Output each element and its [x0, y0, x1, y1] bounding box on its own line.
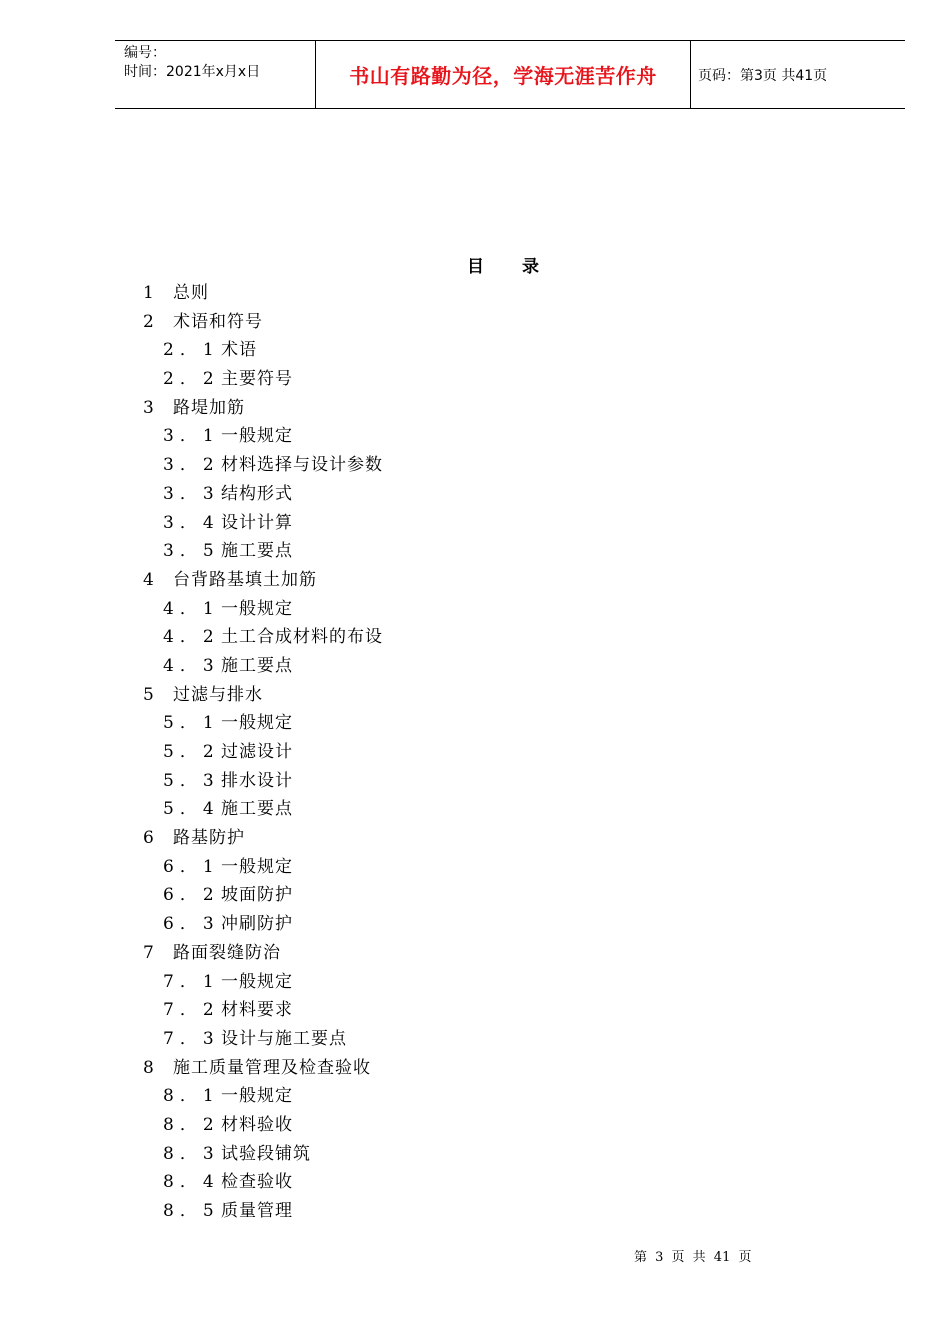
toc-entry-text: 主要符号: [221, 369, 293, 390]
toc-entry-text: 一般规定: [221, 1086, 293, 1107]
toc-section: [0, 509, 950, 538]
toc-entry-number: 7．2: [163, 1000, 220, 1021]
toc-entry-text: 路堤加筋: [173, 397, 245, 418]
toc-entry-text: 检查验收: [221, 1172, 293, 1193]
toc-entry-number: 2．2: [163, 369, 220, 390]
toc-entry-text: 材料选择与设计参数: [221, 455, 383, 476]
toc-entry-number: 3: [143, 397, 154, 418]
toc-entry-number: 4．2: [163, 627, 220, 648]
toc-entry-number: 3．1: [163, 426, 220, 447]
toc-entry-text: 排水设计: [221, 770, 293, 791]
toc-entry-text: 术语和符号: [173, 311, 263, 332]
toc-section: [0, 1197, 950, 1226]
toc-entry-text: 一般规定: [221, 856, 293, 877]
toc-entry-text: 总则: [173, 283, 209, 303]
toc-section: [0, 336, 950, 365]
toc-entry-number: 8．5: [163, 1201, 220, 1221]
toc-section: [0, 795, 950, 824]
toc-entry-text: 台背路基填土加筋: [173, 569, 317, 590]
toc-section: [0, 365, 950, 394]
toc-section: [0, 709, 950, 738]
toc-entry-text: 坡面防护: [221, 885, 293, 906]
toc-section: [0, 1168, 950, 1197]
toc-section: [0, 537, 950, 566]
toc-chapter: [0, 824, 950, 853]
toc-entry-text: 冲刷防护: [221, 914, 293, 935]
toc-entry-number: 3．2: [163, 455, 220, 476]
toc-entry-text: 一般规定: [221, 598, 293, 619]
toc-chapter: [0, 566, 950, 595]
toc-section: [0, 881, 950, 910]
toc-chapter: [0, 279, 950, 308]
toc-entry-text: 材料验收: [221, 1114, 293, 1135]
toc-entry-text: 质量管理: [221, 1201, 293, 1221]
toc-entry-text: 一般规定: [221, 971, 293, 992]
toc-entry-text: 设计与施工要点: [221, 1028, 347, 1049]
toc-title: 目 录: [467, 257, 555, 277]
table-of-contents: [0, 279, 950, 1226]
toc-entry-number: 8．3: [163, 1143, 220, 1164]
toc-section: [0, 623, 950, 652]
toc-section: [0, 968, 950, 997]
toc-entry-number: 6．2: [163, 885, 220, 906]
toc-entry-text: 设计计算: [221, 512, 293, 533]
toc-entry-number: 8．4: [163, 1172, 220, 1193]
toc-entry-number: 3．3: [163, 483, 220, 504]
toc-section: [0, 738, 950, 767]
toc-entry-text: 结构形式: [221, 483, 293, 504]
motto-text: 书山有路勤为径，学海无涯苦作舟: [349, 64, 657, 88]
page-footer: 第 3 页 共 41 页: [634, 1250, 752, 1265]
toc-entry-number: 4．3: [163, 655, 220, 676]
toc-entry-number: 5．1: [163, 713, 220, 734]
header-left-cell: [115, 41, 315, 108]
toc-entry-number: 7．1: [163, 971, 220, 992]
toc-entry-text: 术语: [221, 340, 257, 361]
toc-section: [0, 422, 950, 451]
toc-chapter: [0, 308, 950, 337]
toc-section: [0, 1082, 950, 1111]
toc-section: [0, 910, 950, 939]
toc-entry-number: 7．3: [163, 1028, 220, 1049]
toc-entry-number: 2: [143, 311, 154, 332]
time-label: 时间：2021年x月x日: [124, 64, 261, 80]
toc-entry-number: 1: [143, 283, 154, 303]
toc-chapter: [0, 939, 950, 968]
toc-section: [0, 1140, 950, 1169]
toc-entry-number: 4．1: [163, 598, 220, 619]
toc-section: [0, 767, 950, 796]
toc-entry-number: 5．3: [163, 770, 220, 791]
toc-entry-text: 施工要点: [221, 799, 293, 820]
toc-entry-text: 施工质量管理及检查验收: [173, 1057, 371, 1078]
header-motto-cell: [315, 41, 691, 108]
page-header: [115, 40, 905, 109]
toc-entry-number: 8: [143, 1057, 154, 1078]
toc-entry-number: 8．1: [163, 1086, 220, 1107]
toc-entry-text: 材料要求: [221, 1000, 293, 1021]
toc-entry-text: 过滤与排水: [173, 684, 263, 705]
toc-chapter: [0, 681, 950, 710]
toc-section: [0, 595, 950, 624]
toc-section: [0, 652, 950, 681]
toc-entry-number: 5: [143, 684, 154, 705]
toc-entry-text: 施工要点: [221, 655, 293, 676]
toc-chapter: [0, 394, 950, 423]
toc-section: [0, 1025, 950, 1054]
toc-entry-text: 土工合成材料的布设: [221, 627, 383, 648]
header-page-cell: [690, 41, 905, 108]
toc-entry-number: 8．2: [163, 1114, 220, 1135]
toc-section: [0, 853, 950, 882]
toc-section: [0, 996, 950, 1025]
toc-section: [0, 451, 950, 480]
toc-entry-text: 一般规定: [221, 426, 293, 447]
toc-entry-number: 2．1: [163, 340, 220, 361]
toc-entry-number: 4: [143, 569, 154, 590]
toc-entry-number: 6: [143, 828, 154, 849]
toc-section: [0, 480, 950, 509]
toc-entry-number: 5．4: [163, 799, 220, 820]
toc-entry-number: 7: [143, 942, 154, 963]
toc-entry-number: 5．2: [163, 742, 220, 762]
toc-entry-text: 过滤设计: [221, 742, 293, 762]
toc-entry-number: 6．1: [163, 856, 220, 877]
toc-chapter: [0, 1054, 950, 1083]
toc-entry-text: 路基防护: [173, 828, 245, 849]
number-label: 编号：: [124, 45, 166, 61]
toc-entry-number: 3．5: [163, 541, 220, 562]
toc-entry-text: 施工要点: [221, 541, 293, 562]
toc-section: [0, 1111, 950, 1140]
toc-entry-text: 一般规定: [221, 713, 293, 734]
toc-entry-text: 路面裂缝防治: [173, 942, 281, 963]
toc-entry-number: 3．4: [163, 512, 220, 533]
page-info: 页码：第3页 共41页: [698, 67, 828, 84]
toc-entry-number: 6．3: [163, 914, 220, 935]
toc-entry-text: 试验段铺筑: [221, 1143, 311, 1164]
